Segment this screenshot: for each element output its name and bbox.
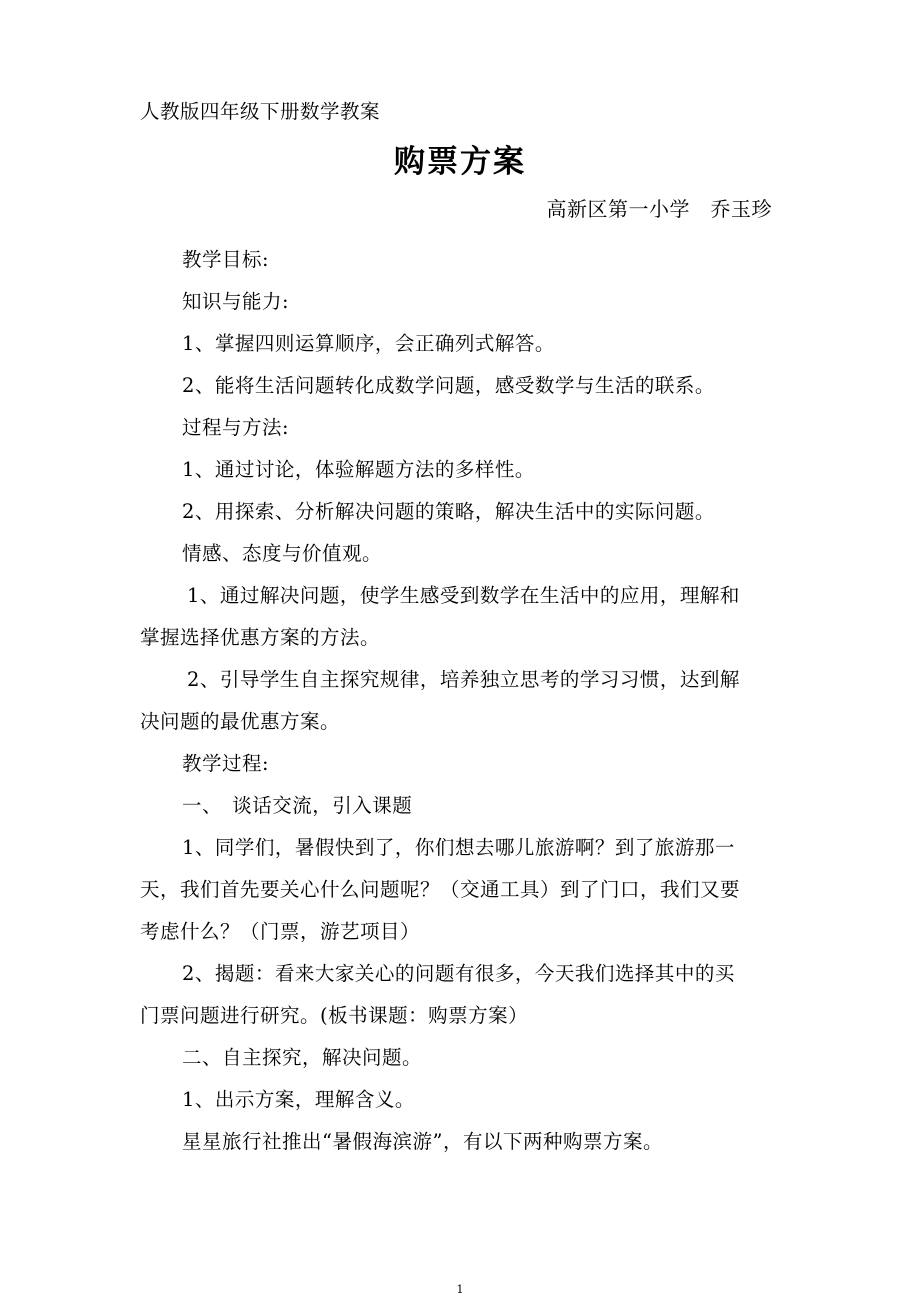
paragraph-item: 星星旅行社推出“暑假海滨游”，有以下两种购票方案。 — [182, 1130, 663, 1153]
paragraph-continuation: 门票问题进行研究。(板书课题：购票方案） — [140, 1004, 529, 1027]
paragraph-continuation: 决问题的最优惠方案。 — [140, 710, 341, 733]
paragraph-item: 1、出示方案，理解含义。 — [182, 1088, 415, 1111]
paragraph-knowledge-ability: 知识与能力: — [182, 290, 290, 313]
paragraph-continuation: 掌握选择优惠方案的方法。 — [140, 626, 381, 649]
paragraph-continuation: 天，我们首先要关心什么问题呢？（交通工具）到了门口，我们又要 — [140, 878, 741, 901]
document-header: 人教版四年级下册数学教案 — [140, 100, 381, 123]
paragraph-item: 1、同学们，暑假快到了，你们想去哪儿旅游啊？到了旅游那一 — [182, 836, 735, 859]
paragraph-teaching-goals: 教学目标: — [182, 248, 270, 271]
paragraph-emotion-attitude: 情感、态度与价值观。 — [182, 542, 383, 565]
paragraph-item: 2、用探索、分析解决问题的策略，解决生活中的实际问题。 — [182, 500, 715, 523]
author-line: 高新区第一小学 乔玉珍 — [546, 197, 772, 221]
paragraph-continuation: 考虑什么？（门票，游艺项目） — [140, 920, 421, 943]
paragraph-item: 1、通过讨论，体验解题方法的多样性。 — [182, 458, 535, 481]
paragraph-item: 2、能将生活问题转化成数学问题，感受数学与生活的联系。 — [182, 374, 715, 397]
page-number: 1 — [456, 1283, 464, 1296]
section-heading: 二、自主探究，解决问题。 — [182, 1046, 423, 1069]
paragraph-item: 2、揭题：看来大家关心的问题有很多，今天我们选择其中的买 — [182, 962, 735, 985]
paragraph-item: 1、通过解决问题，使学生感受到数学在生活中的应用，理解和 — [187, 584, 740, 607]
paragraph-teaching-process: 教学过程: — [182, 752, 270, 775]
paragraph-item: 2、引导学生自主探究规律，培养独立思考的学习习惯，达到解 — [187, 668, 740, 691]
paragraph-item: 1、掌握四则运算顺序，会正确列式解答。 — [182, 332, 555, 355]
paragraph-process-method: 过程与方法: — [182, 416, 290, 439]
document-title: 购票方案 — [394, 144, 526, 180]
section-heading: 一、 谈话交流，引入课题 — [182, 794, 413, 817]
